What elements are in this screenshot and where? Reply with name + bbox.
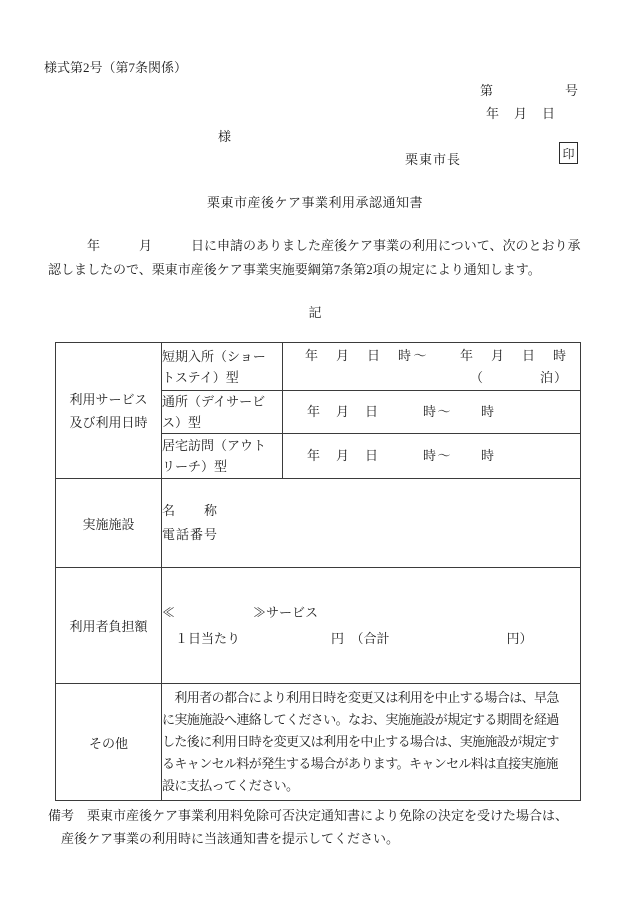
seal-mark: 印 bbox=[559, 142, 578, 164]
short-stay-label-cell bbox=[162, 343, 283, 391]
day-service-label-line: ス）型 bbox=[162, 415, 202, 430]
form-number: 様式第2号（第7条関係） bbox=[44, 60, 188, 75]
ki-label: 記 bbox=[308, 305, 322, 320]
user-burden-header-cell: 利用者負担額 bbox=[56, 568, 162, 684]
outreach-datetime-blank: 年 月 日 時～ 時 bbox=[307, 448, 496, 463]
issue-date-line: 年 月 日 bbox=[485, 106, 556, 121]
outreach-label-line: リーチ）型 bbox=[162, 459, 228, 474]
body-paragraph-line: 年 月 日に申請のありました産後ケア事業の利用について、次のとおり承 bbox=[48, 238, 581, 253]
usage-service-header bbox=[56, 388, 161, 434]
burden-amount-blank: １日当たり 円 （合計 円） bbox=[162, 630, 533, 646]
main-table bbox=[55, 342, 581, 801]
short-stay-nights-blank: （ 泊） bbox=[469, 369, 568, 385]
remarks-note bbox=[48, 804, 590, 850]
table-row bbox=[56, 343, 581, 391]
facility-header-cell: 実施施設 bbox=[56, 479, 162, 568]
burden-service-blank: ≪ ≫サービス bbox=[162, 604, 319, 620]
facility-detail-cell bbox=[162, 479, 581, 568]
short-stay-label-line: トステイ）型 bbox=[162, 369, 239, 385]
other-text-line: 利用者の都合により利用日時を変更又は利用を中止する場合は、早急 bbox=[162, 690, 559, 705]
day-service-datetime-blank: 年 月 日 時～ 時 bbox=[307, 404, 496, 419]
facility-phone-label: 電話番号 bbox=[162, 527, 219, 542]
table-row bbox=[56, 684, 581, 801]
body-paragraph-line: 認しましたので、栗東市産後ケア事業実施要綱第7条第2項の規定により通知します。 bbox=[48, 262, 541, 277]
table-row bbox=[56, 568, 581, 684]
doc-number-prefix: 第 bbox=[479, 83, 493, 98]
user-burden-detail-cell bbox=[162, 568, 581, 684]
outreach-label-line: 居宅訪問（アウト bbox=[162, 438, 267, 453]
day-service-label-line: 通所（デイサービ bbox=[162, 394, 266, 409]
sender-title: 栗東市長 bbox=[405, 152, 462, 167]
other-text-line: るキャンセル料が発生する場合があります。キャンセル料は直接実施施 bbox=[162, 756, 558, 771]
short-stay-label-line: 短期入所（ショー bbox=[162, 348, 266, 364]
addressee-honorific: 様 bbox=[218, 129, 232, 144]
day-service-datetime-cell bbox=[283, 391, 581, 434]
usage-service-header-line: 及び利用日時 bbox=[69, 414, 148, 430]
day-service-label-cell bbox=[162, 391, 283, 434]
other-text-line: した後に利用日時を変更又は利用を中止する場合は、実施施設が規定す bbox=[162, 734, 559, 749]
usage-service-header-cell bbox=[56, 343, 162, 479]
other-text-line: 設に支払ってください。 bbox=[162, 778, 299, 793]
other-text-line: に実施施設へ連絡してください。なお、実施施設が規定する期間を経過 bbox=[162, 712, 559, 727]
other-detail-cell bbox=[162, 684, 581, 801]
facility-name-label: 名 称 bbox=[162, 503, 219, 518]
table-row bbox=[56, 479, 581, 568]
doc-number-suffix: 号 bbox=[564, 83, 578, 98]
short-stay-datetime-cell bbox=[283, 343, 581, 391]
document-title: 栗東市産後ケア事業利用承認通知書 bbox=[206, 195, 423, 210]
body-paragraph bbox=[48, 234, 588, 282]
remarks-line: 産後ケア事業の利用時に当該通知書を提示してください。 bbox=[48, 831, 400, 846]
remarks-line: 備考 栗東市産後ケア事業利用料免除可否決定通知書により免除の決定を受けた場合は、 bbox=[48, 808, 569, 823]
short-stay-datetime-blank: 年 月 日 時～ 年 月 日 時 bbox=[305, 347, 569, 363]
outreach-label-cell bbox=[162, 434, 283, 479]
outreach-datetime-cell bbox=[283, 434, 581, 479]
document-number-line bbox=[480, 80, 578, 99]
usage-service-header-line: 利用サービス bbox=[69, 391, 148, 407]
other-header-cell: その他 bbox=[56, 684, 162, 801]
